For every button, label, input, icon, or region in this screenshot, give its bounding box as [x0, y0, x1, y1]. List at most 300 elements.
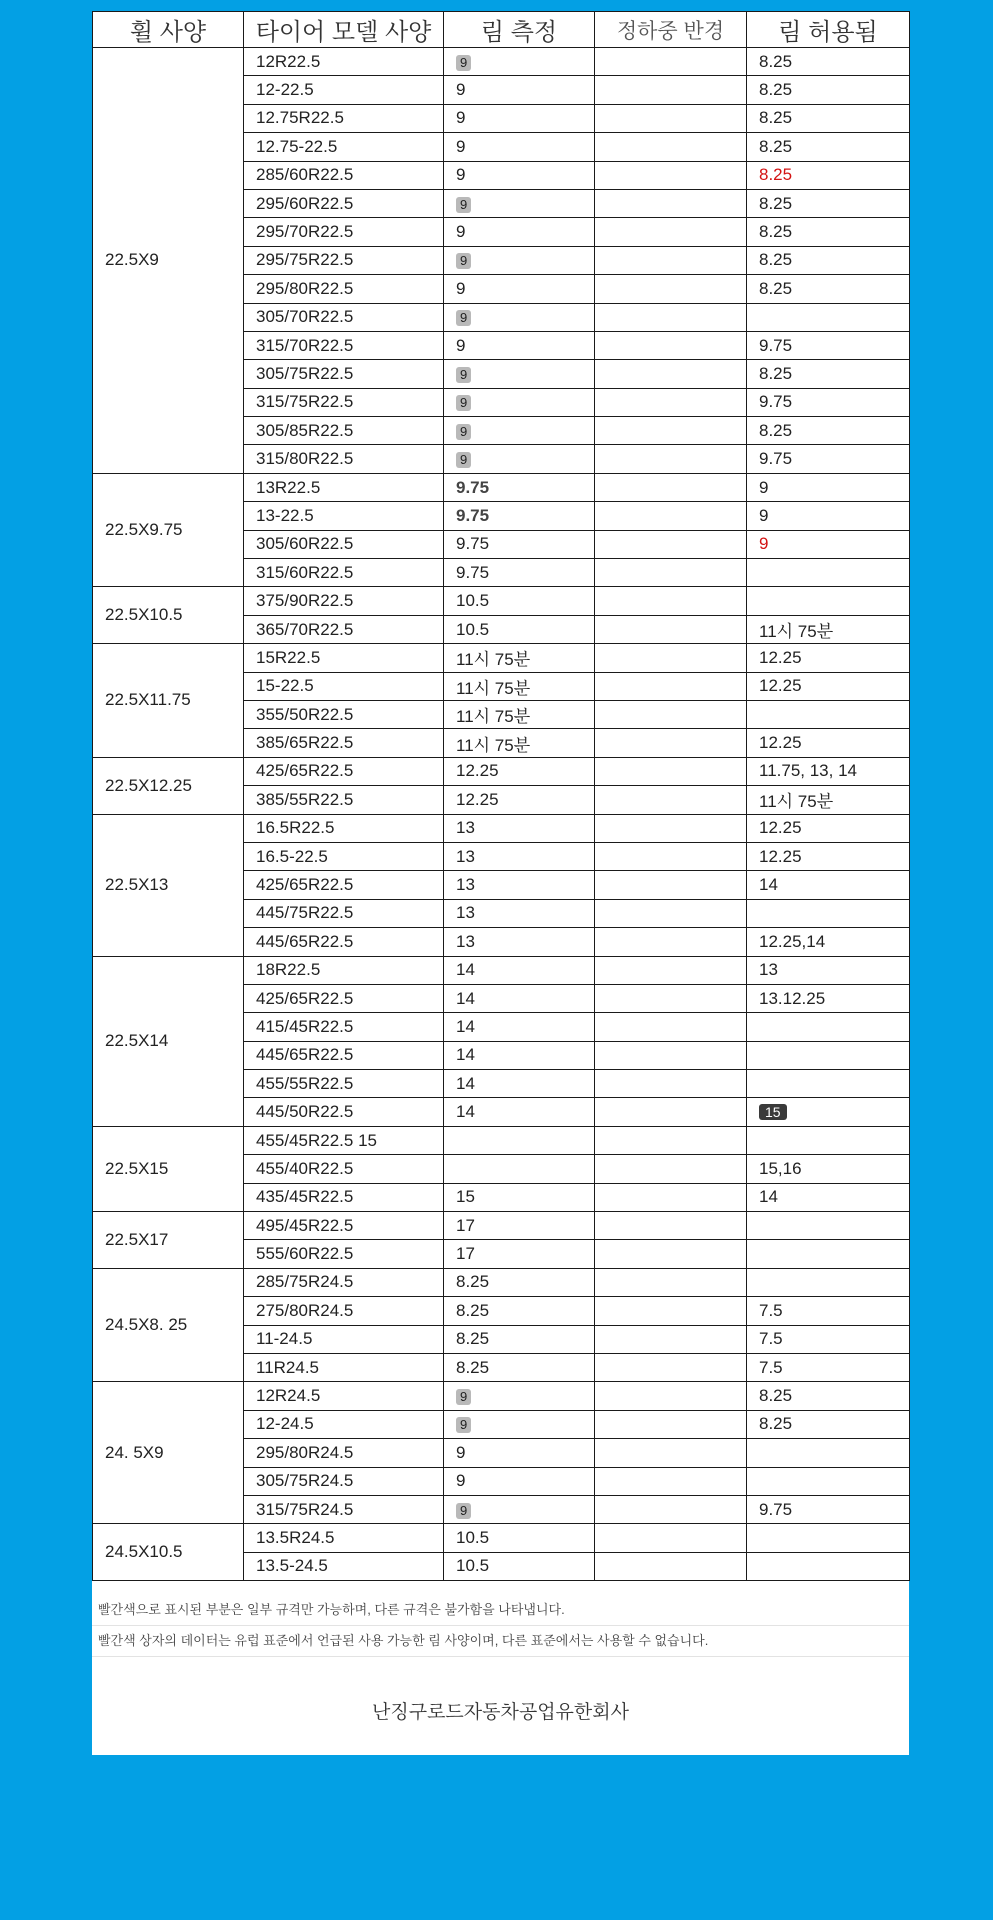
static-radius-cell: [595, 786, 747, 814]
tire-model-cell: 365/70R22.5: [244, 615, 444, 643]
tire-model-cell: 295/75R22.5: [244, 246, 444, 274]
rim-measure-value: 9: [456, 108, 466, 128]
rim-allowed-cell: [747, 1240, 910, 1268]
static-radius-cell: [595, 899, 747, 927]
tire-model-cell: 285/60R22.5: [244, 161, 444, 189]
static-radius-cell: [595, 1325, 747, 1353]
tire-model-cell: 15R22.5: [244, 644, 444, 672]
rim-measure-cell: [444, 246, 595, 274]
wheel-spec-cell: 22.5X9.75: [93, 473, 244, 587]
rim-measure-value: 9: [456, 452, 471, 468]
rim-measure-value: 9: [456, 1471, 466, 1491]
rim-allowed-value: 8.25: [759, 1414, 793, 1434]
rim-measure-cell: [444, 530, 595, 558]
rim-allowed-cell: [747, 502, 910, 530]
rim-allowed-cell: [747, 1155, 910, 1183]
tire-model-cell: 315/80R22.5: [244, 445, 444, 473]
rim-measure-value: 10.5: [456, 1556, 490, 1576]
rim-measure-value: 9: [456, 1417, 471, 1433]
static-radius-cell: [595, 1070, 747, 1098]
rim-measure-cell: [444, 1467, 595, 1495]
rim-measure-value: 9.75: [456, 505, 490, 525]
tire-model-cell: 13.5R24.5: [244, 1524, 444, 1552]
rim-allowed-cell: [747, 1410, 910, 1438]
rim-allowed-value: 12.25,14: [759, 931, 826, 951]
tire-model-cell: 315/60R22.5: [244, 559, 444, 587]
rim-measure-cell: [444, 644, 595, 672]
rim-measure-cell: [444, 189, 595, 217]
rim-measure-value: 9: [456, 55, 471, 71]
rim-allowed-value: 9: [759, 477, 769, 497]
rim-allowed-cell: [747, 587, 910, 615]
table-row: [93, 1524, 910, 1552]
static-radius-cell: [595, 1495, 747, 1523]
rim-measure-cell: [444, 786, 595, 814]
rim-allowed-cell: [747, 1126, 910, 1154]
rim-measure-value: 9: [456, 1442, 466, 1462]
static-radius-cell: [595, 615, 747, 643]
rim-allowed-value: 8.25: [759, 80, 793, 100]
rim-measure-value: 17: [456, 1215, 475, 1235]
rim-measure-cell: [444, 1495, 595, 1523]
rim-measure-value: 13: [456, 846, 475, 866]
tire-model-cell: 315/75R24.5: [244, 1495, 444, 1523]
tire-model-cell: 385/65R22.5: [244, 729, 444, 757]
static-radius-cell: [595, 360, 747, 388]
rim-allowed-cell: [747, 360, 910, 388]
static-radius-cell: [595, 303, 747, 331]
rim-measure-cell: [444, 587, 595, 615]
rim-allowed-cell: [747, 1183, 910, 1211]
rim-measure-cell: [444, 1126, 595, 1154]
rim-measure-cell: [444, 133, 595, 161]
rim-measure-value: 11시 75분: [456, 678, 531, 698]
tire-model-cell: 445/50R22.5: [244, 1098, 444, 1126]
tire-model-cell: 16.5-22.5: [244, 842, 444, 870]
tire-model-cell: 305/85R22.5: [244, 417, 444, 445]
rim-allowed-value: 7.5: [759, 1300, 783, 1320]
rim-allowed-value: 7.5: [759, 1329, 783, 1349]
rim-allowed-value: 11.75, 13, 14: [759, 761, 857, 781]
rim-measure-value: 13: [456, 818, 475, 838]
rim-measure-cell: [444, 1353, 595, 1381]
rim-measure-value: 10.5: [456, 1528, 490, 1547]
rim-measure-cell: [444, 1155, 595, 1183]
rim-allowed-cell: [747, 1268, 910, 1296]
rim-allowed-value: 12.25: [759, 647, 802, 667]
rim-allowed-cell: [747, 644, 910, 672]
rim-measure-cell: [444, 956, 595, 984]
rim-allowed-cell: [747, 161, 910, 189]
static-radius-cell: [595, 275, 747, 303]
rim-measure-cell: [444, 1552, 595, 1580]
rim-measure-value: 9.75: [456, 562, 490, 582]
tire-model-cell: 425/65R22.5: [244, 984, 444, 1012]
rim-measure-cell: [444, 1439, 595, 1467]
rim-measure-value: 14: [456, 1016, 475, 1036]
tire-model-cell: 425/65R22.5: [244, 871, 444, 899]
static-radius-cell: [595, 246, 747, 274]
rim-allowed-cell: [747, 331, 910, 359]
footnotes: [92, 1595, 909, 1657]
rim-allowed-cell: [747, 559, 910, 587]
rim-allowed-value: 12.25: [759, 846, 802, 866]
static-radius-cell: [595, 104, 747, 132]
table-row: [93, 814, 910, 842]
tire-model-cell: 12.75-22.5: [244, 133, 444, 161]
rim-measure-cell: [444, 1070, 595, 1098]
static-radius-cell: [595, 1552, 747, 1580]
rim-allowed-value: 8.25: [759, 1386, 793, 1406]
static-radius-cell: [595, 417, 747, 445]
rim-allowed-cell: [747, 1439, 910, 1467]
rim-allowed-cell: [747, 729, 910, 757]
tire-model-cell: 455/40R22.5: [244, 1155, 444, 1183]
static-radius-cell: [595, 842, 747, 870]
rim-allowed-value: 8.25: [759, 420, 793, 440]
wheel-spec-cell: 22.5X17: [93, 1212, 244, 1269]
header-rim-allowed: 림 허용됨: [747, 12, 910, 48]
static-radius-cell: [595, 161, 747, 189]
rim-measure-cell: [444, 729, 595, 757]
spec-sheet: [92, 11, 909, 1755]
static-radius-cell: [595, 502, 747, 530]
tire-model-cell: 285/75R24.5: [244, 1268, 444, 1296]
rim-measure-cell: [444, 48, 595, 76]
rim-allowed-cell: [747, 956, 910, 984]
tire-model-cell: 295/60R22.5: [244, 189, 444, 217]
static-radius-cell: [595, 388, 747, 416]
rim-allowed-cell: [747, 814, 910, 842]
tire-model-cell: 355/50R22.5: [244, 700, 444, 728]
rim-measure-cell: [444, 104, 595, 132]
rim-allowed-cell: [747, 1552, 910, 1580]
rim-measure-cell: [444, 1041, 595, 1069]
static-radius-cell: [595, 133, 747, 161]
rim-allowed-value: 8.25: [759, 222, 793, 242]
tire-model-cell: 455/45R22.5 15: [244, 1126, 444, 1154]
rim-allowed-value: 8.25: [759, 278, 793, 298]
rim-measure-value: 9: [456, 278, 466, 298]
rim-measure-value: 12.25: [456, 789, 499, 809]
rim-measure-cell: [444, 1183, 595, 1211]
rim-measure-value: 8.25: [456, 1357, 490, 1377]
rim-measure-cell: [444, 1240, 595, 1268]
rim-measure-value: 9: [456, 253, 471, 269]
static-radius-cell: [595, 76, 747, 104]
rim-allowed-cell: [747, 842, 910, 870]
wheel-spec-cell: 22.5X13: [93, 814, 244, 956]
rim-measure-cell: [444, 502, 595, 530]
rim-allowed-cell: [747, 899, 910, 927]
tire-model-cell: 435/45R22.5: [244, 1183, 444, 1211]
rim-allowed-value: 13: [759, 960, 778, 980]
tire-model-cell: 555/60R22.5: [244, 1240, 444, 1268]
static-radius-cell: [595, 1183, 747, 1211]
wheel-spec-cell: 24. 5X9: [93, 1382, 244, 1524]
rim-measure-cell: [444, 473, 595, 501]
rim-measure-value: 9: [456, 310, 471, 326]
rim-measure-value: 9: [456, 80, 466, 100]
rim-measure-cell: [444, 1524, 595, 1552]
rim-allowed-value: 9.75: [759, 1499, 793, 1519]
tire-model-cell: 12.75R22.5: [244, 104, 444, 132]
rim-measure-value: 14: [456, 1073, 475, 1093]
rim-measure-value: 9: [456, 222, 466, 242]
rim-measure-value: 14: [456, 988, 475, 1008]
rim-allowed-value: 8.25: [759, 363, 793, 383]
rim-allowed-cell: [747, 1325, 910, 1353]
static-radius-cell: [595, 331, 747, 359]
rim-measure-cell: [444, 331, 595, 359]
rim-measure-value: 9.75: [456, 534, 490, 554]
static-radius-cell: [595, 700, 747, 728]
tire-model-cell: 305/70R22.5: [244, 303, 444, 331]
tire-model-cell: 12-22.5: [244, 76, 444, 104]
static-radius-cell: [595, 1268, 747, 1296]
rim-measure-value: 13: [456, 931, 475, 951]
rim-measure-cell: [444, 615, 595, 643]
rim-measure-cell: [444, 303, 595, 331]
rim-measure-cell: [444, 984, 595, 1012]
rim-measure-value: 9: [456, 367, 471, 383]
rim-allowed-cell: [747, 133, 910, 161]
table-header-row: [93, 12, 910, 48]
rim-measure-cell: [444, 161, 595, 189]
static-radius-cell: [595, 189, 747, 217]
static-radius-cell: [595, 956, 747, 984]
static-radius-cell: [595, 1098, 747, 1126]
rim-allowed-cell: [747, 1098, 910, 1126]
static-radius-cell: [595, 729, 747, 757]
rim-allowed-cell: [747, 700, 910, 728]
rim-allowed-value: 9.75: [759, 392, 793, 412]
rim-measure-cell: [444, 757, 595, 785]
static-radius-cell: [595, 814, 747, 842]
wheel-spec-cell: 24.5X8. 25: [93, 1268, 244, 1382]
tire-model-cell: 13R22.5: [244, 473, 444, 501]
rim-measure-cell: [444, 1325, 595, 1353]
tire-model-cell: 12R24.5: [244, 1382, 444, 1410]
static-radius-cell: [595, 1212, 747, 1240]
rim-measure-cell: [444, 672, 595, 700]
tire-model-cell: 445/75R22.5: [244, 899, 444, 927]
tire-model-cell: 11R24.5: [244, 1353, 444, 1381]
rim-allowed-value: 9.75: [759, 449, 793, 469]
tire-model-cell: 305/75R24.5: [244, 1467, 444, 1495]
rim-measure-value: 8.25: [456, 1272, 490, 1292]
tire-model-cell: 305/60R22.5: [244, 530, 444, 558]
tire-model-cell: 425/65R22.5: [244, 757, 444, 785]
static-radius-cell: [595, 1013, 747, 1041]
rim-allowed-cell: [747, 473, 910, 501]
tire-model-cell: 385/55R22.5: [244, 786, 444, 814]
tire-model-cell: 455/55R22.5: [244, 1070, 444, 1098]
tire-model-cell: 495/45R22.5: [244, 1212, 444, 1240]
rim-measure-value: 11시 75분: [456, 707, 531, 727]
rim-allowed-cell: [747, 445, 910, 473]
static-radius-cell: [595, 1041, 747, 1069]
rim-allowed-value: 15,16: [759, 1158, 802, 1178]
tire-model-cell: 315/75R22.5: [244, 388, 444, 416]
rim-allowed-cell: [747, 417, 910, 445]
table-row: [93, 473, 910, 501]
table-row: [93, 644, 910, 672]
table-row: [93, 1382, 910, 1410]
rim-allowed-value: 8.25: [759, 165, 793, 185]
rim-measure-cell: [444, 1410, 595, 1438]
header-wheel-spec: 휠 사양: [93, 12, 244, 48]
header-rim-measure: 림 측정: [444, 12, 595, 48]
rim-spec-table: [92, 11, 910, 1581]
rim-measure-cell: [444, 559, 595, 587]
rim-allowed-cell: [747, 218, 910, 246]
tire-model-cell: 315/70R22.5: [244, 331, 444, 359]
static-radius-cell: [595, 1439, 747, 1467]
rim-measure-value: 14: [456, 1102, 475, 1122]
tire-model-cell: 16.5R22.5: [244, 814, 444, 842]
company-name: 난징구로드자동차공업유한회사: [372, 1702, 629, 1723]
static-radius-cell: [595, 984, 747, 1012]
tire-model-cell: 11-24.5: [244, 1325, 444, 1353]
table-row: [93, 1126, 910, 1154]
header-static-radius: 정하중 반경: [595, 12, 747, 48]
wheel-spec-cell: 22.5X15: [93, 1126, 244, 1211]
static-radius-cell: [595, 1126, 747, 1154]
static-radius-cell: [595, 672, 747, 700]
rim-allowed-cell: [747, 1297, 910, 1325]
static-radius-cell: [595, 1353, 747, 1381]
rim-measure-value: 9: [456, 335, 466, 355]
tire-model-cell: 12R22.5: [244, 48, 444, 76]
rim-allowed-value: 15: [759, 1104, 787, 1120]
rim-allowed-value: 12.25: [759, 733, 802, 753]
rim-measure-value: 17: [456, 1244, 475, 1264]
rim-measure-value: 9: [456, 1503, 471, 1519]
rim-measure-cell: [444, 360, 595, 388]
static-radius-cell: [595, 218, 747, 246]
rim-measure-cell: [444, 388, 595, 416]
rim-allowed-cell: [747, 1382, 910, 1410]
rim-allowed-cell: [747, 1041, 910, 1069]
rim-measure-value: 14: [456, 960, 475, 980]
wheel-spec-cell: 22.5X9: [93, 48, 244, 474]
rim-measure-cell: [444, 1212, 595, 1240]
tire-model-cell: 13-22.5: [244, 502, 444, 530]
rim-allowed-value: 11시 75분: [759, 622, 834, 641]
rim-measure-value: 12.25: [456, 761, 499, 781]
footnote-1: 빨간색으로 표시된 부분은 일부 규격만 가능하며, 다른 규격은 불가함을 나타냅니다.: [92, 1595, 909, 1626]
rim-measure-cell: [444, 218, 595, 246]
rim-measure-value: 9: [456, 395, 471, 411]
rim-allowed-value: 9: [759, 505, 769, 525]
rim-measure-value: 9: [456, 1389, 471, 1405]
table-row: [93, 587, 910, 615]
rim-allowed-cell: [747, 303, 910, 331]
rim-allowed-cell: [747, 1353, 910, 1381]
rim-measure-cell: [444, 1013, 595, 1041]
wheel-spec-cell: 22.5X14: [93, 956, 244, 1126]
rim-allowed-value: 8.25: [759, 136, 793, 156]
rim-allowed-cell: [747, 246, 910, 274]
rim-measure-value: 9.75: [456, 477, 490, 497]
static-radius-cell: [595, 445, 747, 473]
rim-measure-value: 9: [456, 165, 466, 185]
tire-model-cell: 375/90R22.5: [244, 587, 444, 615]
rim-measure-value: 11시 75분: [456, 735, 531, 755]
static-radius-cell: [595, 1467, 747, 1495]
static-radius-cell: [595, 530, 747, 558]
tire-model-cell: 18R22.5: [244, 956, 444, 984]
rim-measure-value: 9: [456, 424, 471, 440]
rim-allowed-cell: [747, 104, 910, 132]
rim-measure-value: 9: [456, 197, 471, 213]
rim-measure-value: 8.25: [456, 1300, 490, 1320]
tire-model-cell: 305/75R22.5: [244, 360, 444, 388]
header-tire-model: 타이어 모델 사양: [244, 12, 444, 48]
rim-allowed-cell: [747, 76, 910, 104]
rim-measure-cell: [444, 871, 595, 899]
rim-allowed-value: 12.25: [759, 818, 802, 838]
footnote-2: 빨간색 상자의 데이터는 유럽 표준에서 언급된 사용 가능한 림 사양이며, 다른 표준에서는 사용할 수 없습니다.: [92, 1626, 909, 1657]
rim-allowed-cell: [747, 1212, 910, 1240]
static-radius-cell: [595, 871, 747, 899]
rim-measure-value: 11시 75분: [456, 650, 531, 670]
wheel-spec-cell: 22.5X12.25: [93, 757, 244, 814]
rim-allowed-value: 11시 75분: [759, 792, 834, 812]
static-radius-cell: [595, 1410, 747, 1438]
table-row: [93, 48, 910, 76]
static-radius-cell: [595, 1240, 747, 1268]
rim-allowed-value: 8.25: [759, 250, 793, 270]
wheel-spec-cell: 24.5X10.5: [93, 1524, 244, 1581]
tire-model-cell: 295/70R22.5: [244, 218, 444, 246]
rim-allowed-cell: [747, 928, 910, 956]
rim-allowed-cell: [747, 615, 910, 643]
rim-measure-cell: [444, 1297, 595, 1325]
static-radius-cell: [595, 48, 747, 76]
rim-allowed-cell: [747, 275, 910, 303]
table-row: [93, 1212, 910, 1240]
rim-allowed-cell: [747, 1467, 910, 1495]
rim-allowed-cell: [747, 1070, 910, 1098]
tire-model-cell: 445/65R22.5: [244, 928, 444, 956]
rim-allowed-cell: [747, 672, 910, 700]
rim-allowed-cell: [747, 1495, 910, 1523]
static-radius-cell: [595, 473, 747, 501]
tire-model-cell: 415/45R22.5: [244, 1013, 444, 1041]
rim-measure-cell: [444, 76, 595, 104]
rim-allowed-value: 8.25: [759, 51, 793, 71]
static-radius-cell: [595, 587, 747, 615]
tire-model-cell: 15-22.5: [244, 672, 444, 700]
rim-allowed-value: 9: [759, 534, 769, 554]
rim-allowed-cell: [747, 786, 910, 814]
static-radius-cell: [595, 1297, 747, 1325]
static-radius-cell: [595, 928, 747, 956]
rim-measure-value: 10.5: [456, 619, 490, 639]
rim-measure-value: 13: [456, 903, 475, 923]
tire-model-cell: 13.5-24.5: [244, 1552, 444, 1580]
rim-measure-cell: [444, 417, 595, 445]
rim-allowed-cell: [747, 48, 910, 76]
table-row: [93, 1268, 910, 1296]
rim-allowed-value: 9.75: [759, 335, 793, 355]
tire-model-cell: 295/80R22.5: [244, 275, 444, 303]
wheel-spec-cell: 22.5X11.75: [93, 644, 244, 758]
static-radius-cell: [595, 757, 747, 785]
static-radius-cell: [595, 559, 747, 587]
